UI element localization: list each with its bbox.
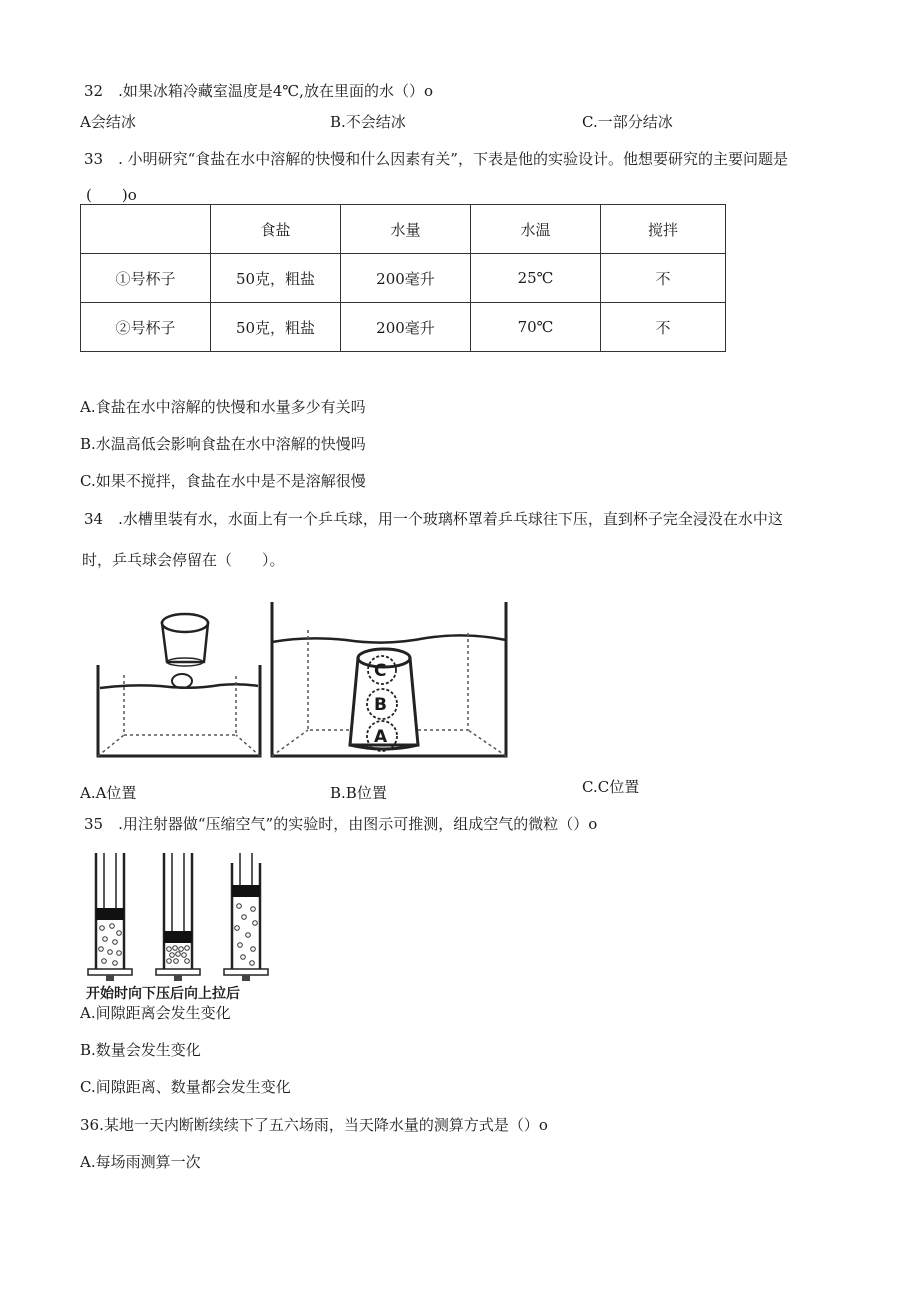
position-label-c: C (374, 661, 387, 681)
q35-stem: 35 .用注射器做“压缩空气”的实验时，由图示可推测，组成空气的微粒（）o (84, 815, 598, 833)
table-cell: 25℃ (471, 254, 601, 303)
q32-option-b: B.不会结冰 (330, 113, 406, 131)
q33-option-c: C.如果不搅拌，食盐在水中是不是溶解很慢 (80, 472, 366, 490)
q32-option-a: A会结冰 (80, 113, 136, 131)
syringe-figure (84, 853, 284, 983)
table-header-cell: 食盐 (211, 205, 341, 254)
table-cell: ②号杯子 (81, 303, 211, 352)
q34-option-c: C.C位置 (582, 778, 640, 796)
table-cell: 50克，粗盐 (211, 303, 341, 352)
q32-option-c: C.一部分结冰 (582, 113, 673, 131)
q34-stem: 34 .水槽里装有水，水面上有一个乒乓球，用一个玻璃杯罩着乒乓球往下压，直到杯子完全浸没在水中这 (84, 510, 783, 528)
table-header-cell: 搅拌 (601, 205, 726, 254)
position-label-b: B (374, 695, 387, 715)
position-label-a: A (374, 727, 388, 747)
q34-options (80, 780, 840, 800)
tank-before-figure (90, 600, 265, 760)
table-cell: 70℃ (471, 303, 601, 352)
table-header-cell: 水量 (341, 205, 471, 254)
table-cell: 200毫升 (341, 254, 471, 303)
syringe-caption: 开始时向下压后向上拉后 (86, 986, 240, 1002)
q34-stem-cont: 时，乒乓球会停留在（ ）。 (82, 551, 285, 569)
table-header-cell: 水温 (471, 205, 601, 254)
q33-option-b: B.水温高低会影响食盐在水中溶解的快慢吗 (80, 435, 366, 453)
table-row (81, 303, 726, 352)
table-cell: ①号杯子 (81, 254, 211, 303)
q35-option-c: C.间隙距离、数量都会发生变化 (80, 1078, 291, 1096)
table-cell: 不 (601, 254, 726, 303)
q33-stem: 33 . 小明研究“食盐在水中溶解的快慢和什么因素有关”，下表是他的实验设计。他想要研究的主要问题是 (84, 150, 788, 168)
q36-stem: 36.某地一天内断断续续下了五六场雨，当天降水量的测算方式是（）o (80, 1116, 548, 1134)
tank-after-figure (266, 600, 511, 760)
q35-option-b: B.数量会发生变化 (80, 1041, 201, 1059)
q35-option-a: A.间隙距离会发生变化 (80, 1004, 231, 1022)
q36-option-a: A.每场雨测算一次 (80, 1153, 201, 1171)
q34-option-a: A.A位置 (80, 784, 137, 802)
q33-option-a: A.食盐在水中溶解的快慢和水量多少有关吗 (80, 398, 366, 416)
table-row (81, 254, 726, 303)
experiment-table (80, 204, 726, 352)
table-header-cell (81, 205, 211, 254)
q32-options (80, 111, 840, 131)
table-cell: 50克，粗盐 (211, 254, 341, 303)
table-cell: 200毫升 (341, 303, 471, 352)
q34-option-b: B.B位置 (330, 784, 387, 802)
q32-stem: 32 .如果冰箱冷藏室温度是4℃,放在里面的水（）o (84, 82, 433, 100)
table-cell: 不 (601, 303, 726, 352)
q33-stem-cont: ( )o (86, 186, 137, 204)
table-header-row (81, 205, 726, 254)
